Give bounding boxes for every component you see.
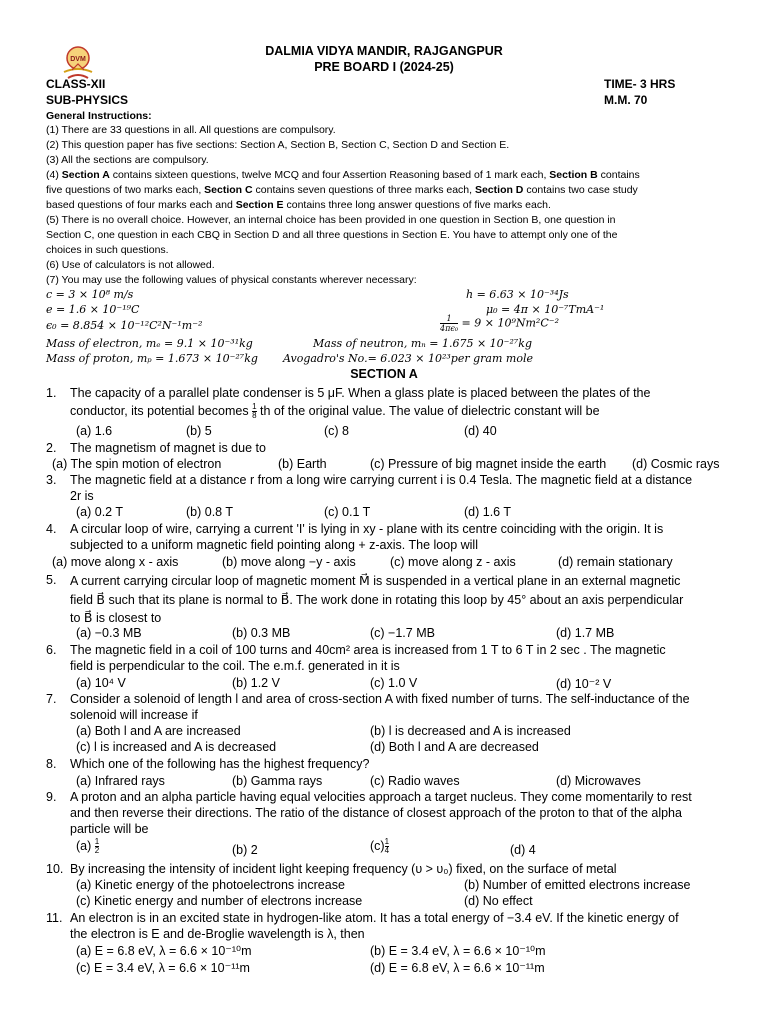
const-h: h = 6.63 × 10⁻³⁴Js <box>466 288 569 301</box>
instruction-5-line1: (5) There is no overall choice. However, an internal choice has been provided in one question in Section B, one question in <box>46 214 616 226</box>
q11-option-c: (c) E = 3.4 eV, λ = 6.6 × 10⁻¹¹m <box>76 961 250 975</box>
q4-line2: subjected to a uniform magnetic field pointing along + z-axis. The loop will <box>70 538 478 552</box>
q11-option-a: (a) E = 6.8 eV, λ = 6.6 × 10⁻¹⁰m <box>76 944 252 958</box>
instruction-4-line1: (4) Section A contains sixteen questions, twelve MCQ and four Assertion Reasoning based of 1 mark each, Section B contains <box>46 169 640 181</box>
q2-option-b: (b) Earth <box>278 457 327 471</box>
q9-number: 9. <box>46 790 57 804</box>
q5-line1: A current carrying circular loop of magnetic moment M⃗ is suspended in a vertical plane in an external magnetic <box>70 574 681 588</box>
q9-option-c: (c) $\frac{1}{4}$ <box>370 837 390 855</box>
exam-title: PRE BOARD I (2024-25) <box>314 60 454 74</box>
q9-option-d: (d) 4 <box>510 843 536 857</box>
q2-number: 2. <box>46 441 57 455</box>
q11-line2: the electron is E and de-Broglie wavelength is λ, then <box>70 927 365 941</box>
q7-option-d: (d) Both l and A are decreased <box>370 740 539 754</box>
q6-line1: The magnetic field in a coil of 100 turns and 40cm² area is increased from 1 T to 6 T in 2 sec . The magnetic <box>70 643 666 657</box>
q8-option-a: (a) Infrared rays <box>76 774 165 788</box>
instruction-5-line2: Section C, one question in each CBQ in Section D and all three questions in Section E. You have to attempt only one of the <box>46 229 618 241</box>
q7-option-c: (c) l is increased and A is decreased <box>76 740 277 754</box>
q3-option-a: (a) 0.2 T <box>76 505 124 519</box>
const-mp: Mass of proton, mₚ = 1.673 × 10⁻²⁷kg <box>46 352 258 365</box>
instruction-4-line3: based questions of four marks each and Section E contains three long answer questions of five marks each. <box>46 199 551 211</box>
q4-option-c: (c) move along z - axis <box>390 555 516 569</box>
q6-number: 6. <box>46 643 57 657</box>
q3-number: 3. <box>46 473 57 487</box>
q1-option-b: (b) 5 <box>186 424 212 438</box>
q8-line1: Which one of the following has the highest frequency? <box>70 757 370 771</box>
const-me: Mass of electron, mₑ = 9.1 × 10⁻³¹kg <box>46 337 253 350</box>
q11-line1: An electron is in an excited state in hydrogen-like atom. It has a total energy of −3.4 eV. If the kinetic energy of <box>70 911 679 925</box>
q8-number: 8. <box>46 757 57 771</box>
instruction-4-line2: five questions of two marks each, Section C contains seven questions of three marks each, Section D contains two case study <box>46 184 638 196</box>
q5-option-a: (a) −0.3 MB <box>76 626 142 640</box>
q6-line2: field is perpendicular to the coil. The e.m.f. generated in it is <box>70 659 400 673</box>
q8-option-b: (b) Gamma rays <box>232 774 323 788</box>
const-coulomb: $\frac{1}{\text{4πϵ₀}}$ = 9 × 10⁹Nm²C⁻² <box>440 314 559 333</box>
q7-number: 7. <box>46 692 57 706</box>
q4-number: 4. <box>46 522 57 536</box>
q2-line1: The magnetism of magnet is due to <box>70 441 266 455</box>
q1-option-d: (d) 40 <box>464 424 497 438</box>
instruction-2: (2) This question paper has five sections: Section A, Section B, Section C, Section D and Section E. <box>46 139 510 151</box>
q9-option-b: (b) 2 <box>232 843 258 857</box>
q10-option-c: (c) Kinetic energy and number of electrons increase <box>76 894 363 908</box>
q4-option-b: (b) move along −y - axis <box>222 555 356 569</box>
q2-option-c: (c) Pressure of big magnet inside the earth <box>370 457 607 471</box>
q6-option-d: (d) 10⁻² V <box>556 677 612 691</box>
instructions-title: General Instructions: <box>46 110 152 122</box>
q1-line2: conductor, its potential becomes $\frac{1}{8}$ th of the original value. The value of dielectric constant will be <box>70 402 600 420</box>
q4-option-a: (a) move along x - axis <box>52 555 179 569</box>
q7-option-b: (b) l is decreased and A is increased <box>370 724 571 738</box>
q1-number: 1. <box>46 386 57 400</box>
q1-line1: The capacity of a parallel plate condenser is 5 μF. When a glass plate is placed between the plates of the <box>70 386 651 400</box>
q11-option-b: (b) E = 3.4 eV, λ = 6.6 × 10⁻¹⁰m <box>370 944 546 958</box>
q1-option-a: (a) 1.6 <box>76 424 113 438</box>
q5-number: 5. <box>46 573 57 587</box>
q10-number: 10. <box>46 862 64 876</box>
const-avogadro: Avogadro's No.= 6.023 × 10²³per gram mole <box>283 352 533 365</box>
q5-option-d: (d) 1.7 MB <box>556 626 615 640</box>
q4-line1: A circular loop of wire, carrying a current 'I' is lying in xy - plane with its centre coinciding with the origin. It is <box>70 522 664 536</box>
q7-line2: solenoid will increase if <box>70 708 198 722</box>
q3-line2: 2r is <box>70 489 94 503</box>
q11-number: 11. <box>46 911 63 925</box>
section-a-heading: SECTION A <box>350 367 418 381</box>
instruction-7: (7) You may use the following values of physical constants wherever necessary: <box>46 274 417 286</box>
const-e: e = 1.6 × 10⁻¹⁹C <box>46 303 140 316</box>
q1-option-c: (c) 8 <box>324 424 349 438</box>
q7-option-a: (a) Both l and A are increased <box>76 724 241 738</box>
q9-line2: and then reverse their directions. The ratio of the distance of closest approach of the proton to that of the alpha <box>70 806 682 820</box>
q10-option-d: (d) No effect <box>464 894 533 908</box>
q3-option-b: (b) 0.8 T <box>186 505 234 519</box>
q9-line1: A proton and an alpha particle having equal velocities approach a target nucleus. They come momentarily to rest <box>70 790 692 804</box>
subject-label: SUB-PHYSICS <box>46 93 129 107</box>
q2-option-d: (d) Cosmic rays <box>632 457 720 471</box>
const-eps0: ϵ₀ = 8.854 × 10⁻¹²C²N⁻¹m⁻² <box>46 319 203 332</box>
const-mn: Mass of neutron, mₙ = 1.675 × 10⁻²⁷kg <box>313 337 532 350</box>
q5-line2: field B⃗ such that its plane is normal to B⃗. The work done in rotating this loop by 45° about an axis perpendicular <box>70 593 684 607</box>
logo-text: DVM <box>70 56 86 63</box>
q11-option-d: (d) E = 6.8 eV, λ = 6.6 × 10⁻¹¹m <box>370 961 545 975</box>
instruction-1: (1) There are 33 questions in all. All questions are compulsory. <box>46 124 336 136</box>
q6-option-a: (a) 10⁴ V <box>76 676 126 690</box>
q10-option-a: (a) Kinetic energy of the photoelectrons increase <box>76 878 345 892</box>
q3-line1: The magnetic field at a distance r from a long wire carrying current i is 0.4 Tesla. The magnetic field at a distance <box>70 473 693 487</box>
class-label: CLASS-XII <box>46 77 106 91</box>
q6-option-c: (c) 1.0 V <box>370 676 418 690</box>
marks-label: M.M. 70 <box>604 93 648 107</box>
q4-option-d: (d) remain stationary <box>558 555 673 569</box>
q5-option-c: (c) −1.7 MB <box>370 626 435 640</box>
q5-line3: to B⃗ is closest to <box>70 611 162 625</box>
q6-option-b: (b) 1.2 V <box>232 676 280 690</box>
q9-option-a: (a) $\frac{1}{2}$ <box>76 837 100 855</box>
q10-line1: By increasing the intensity of incident light keeping frequency (υ > υ₀) fixed, on the surface of metal <box>70 862 617 876</box>
q5-option-b: (b) 0.3 MB <box>232 626 291 640</box>
q9-line3: particle will be <box>70 822 149 836</box>
const-c: c = 3 × 10⁸ m/s <box>46 288 134 301</box>
q10-option-b: (b) Number of emitted electrons increase <box>464 878 691 892</box>
q3-option-d: (d) 1.6 T <box>464 505 512 519</box>
instruction-5-line3: choices in such questions. <box>46 244 169 256</box>
q8-option-d: (d) Microwaves <box>556 774 641 788</box>
instruction-6: (6) Use of calculators is not allowed. <box>46 259 215 271</box>
q7-line1: Consider a solenoid of length l and area of cross-section A with fixed number of turns. The self-inductance of the <box>70 692 690 706</box>
time-label: TIME- 3 HRS <box>604 77 676 91</box>
q8-option-c: (c) Radio waves <box>370 774 460 788</box>
instruction-3: (3) All the sections are compulsory. <box>46 154 209 166</box>
school-name: DALMIA VIDYA MANDIR, RAJGANGPUR <box>265 44 503 58</box>
q3-option-c: (c) 0.1 T <box>324 505 371 519</box>
q2-option-a: (a) The spin motion of electron <box>52 457 222 471</box>
const-mu0: μ₀ = 4π × 10⁻⁷TmA⁻¹ <box>486 303 605 316</box>
